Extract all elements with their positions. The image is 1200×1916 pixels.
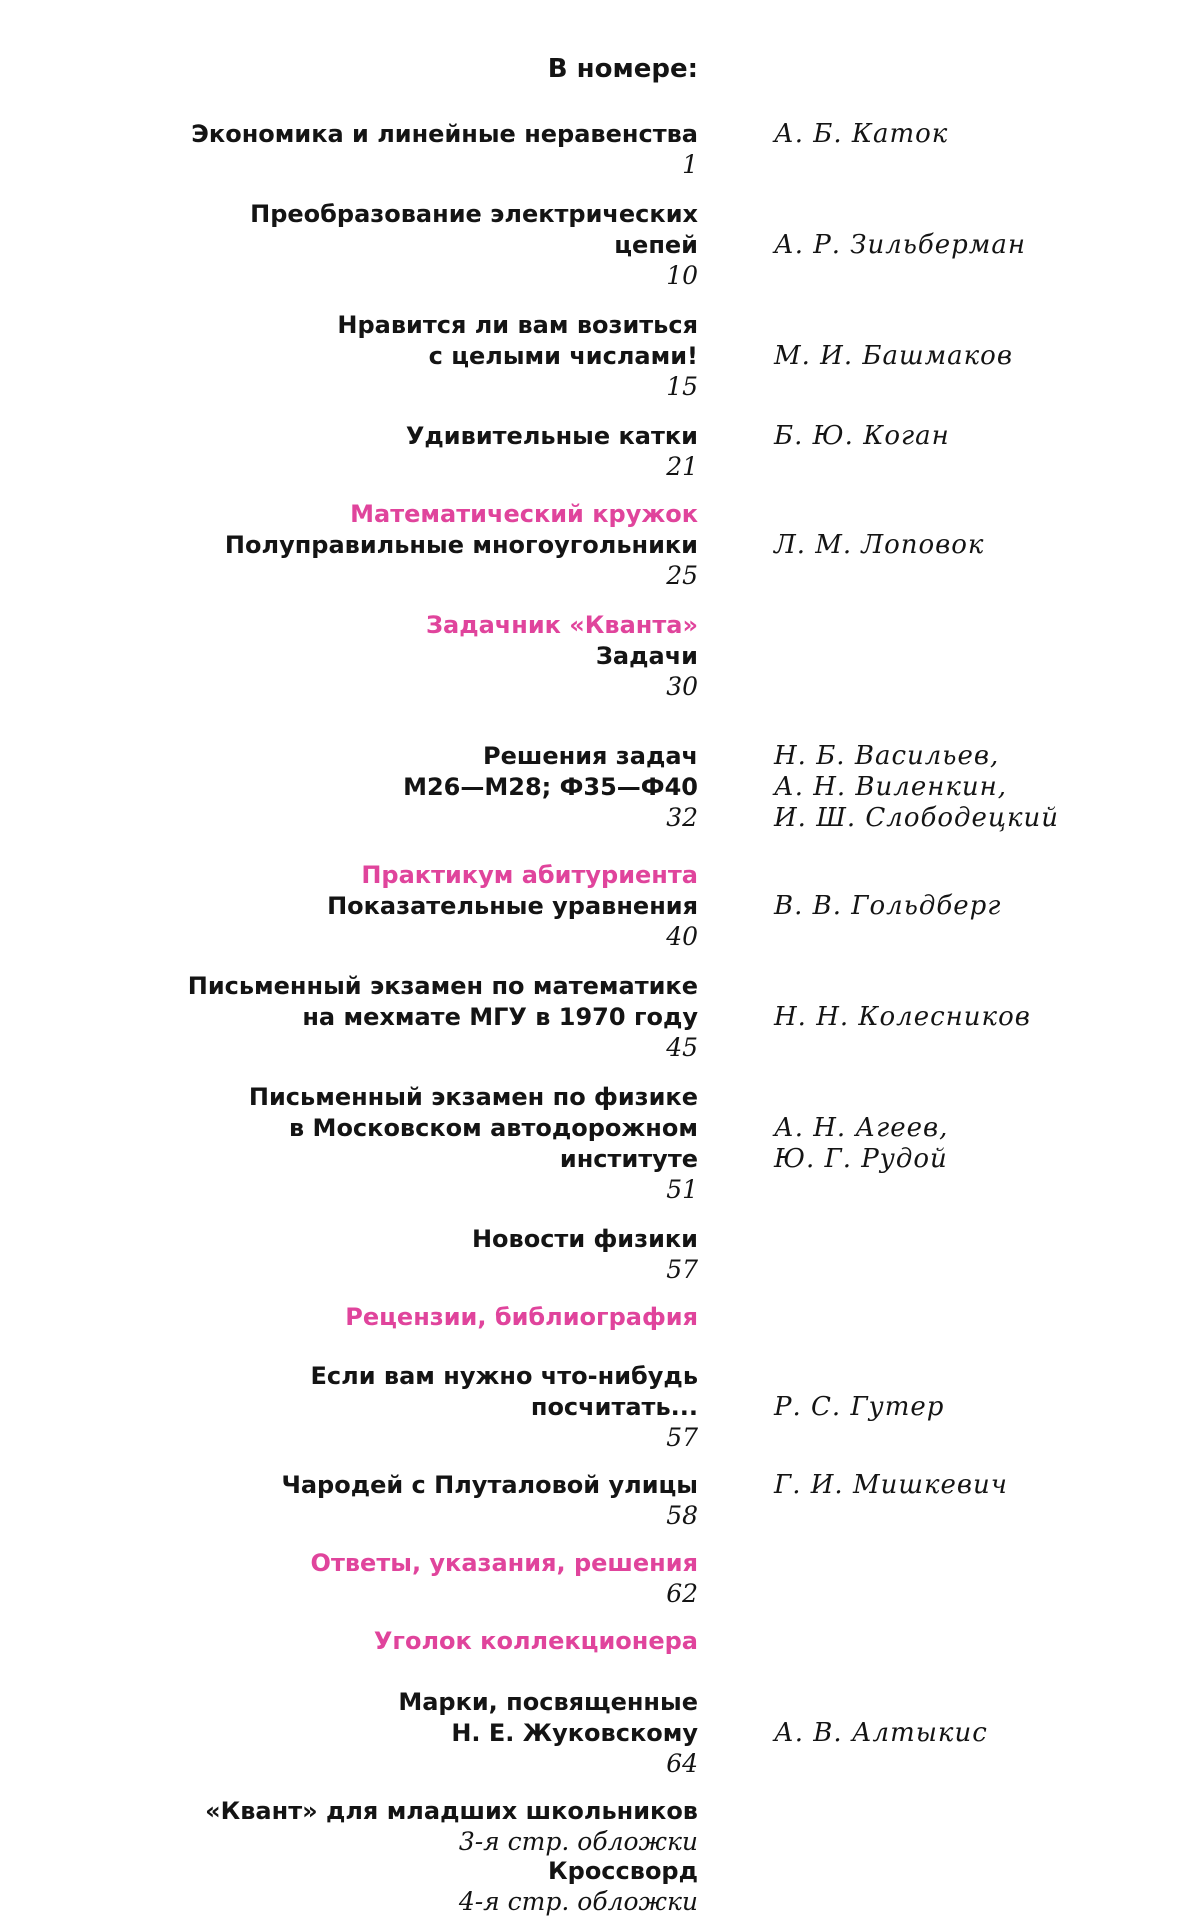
article-title	[0, 971, 698, 1033]
article-authors	[774, 1687, 1200, 1749]
article-authors	[774, 499, 1200, 561]
toc-entry	[0, 1856, 1200, 1916]
toc-entry-main	[0, 860, 698, 951]
article-title-line: Показательные уравнения	[327, 892, 698, 920]
article-title-line: Решения задач	[483, 742, 698, 770]
article-title	[0, 1082, 698, 1175]
article-authors	[774, 1082, 1200, 1175]
author-name: И. Ш. Слободецкий	[774, 803, 1060, 833]
toc-entry-main	[0, 1082, 698, 1204]
article-title	[0, 1224, 698, 1255]
toc-entry	[0, 499, 1200, 590]
toc-entry-main	[0, 1687, 698, 1778]
section-heading: Уголок коллекционера	[373, 1627, 698, 1655]
article-authors	[774, 1361, 1200, 1423]
article-title	[0, 891, 698, 922]
page-number: 57	[666, 1423, 698, 1452]
page-number: 64	[666, 1749, 698, 1778]
article-authors	[774, 1470, 1200, 1501]
author-name: А. Н. Виленкин,	[774, 772, 1008, 802]
toc-entry-main	[0, 310, 698, 401]
toc-entry-main	[0, 1796, 698, 1856]
article-title-line: Чародей с Плуталовой улицы	[281, 1471, 698, 1499]
toc-entry	[0, 741, 1200, 834]
page-number: 40	[666, 922, 698, 951]
section-heading: Ответы, указания, решения	[310, 1549, 698, 1577]
author-name: Л. М. Лоповок	[774, 530, 985, 560]
article-title	[0, 421, 698, 452]
section-heading: Рецензии, библиография	[345, 1303, 698, 1331]
toc-entry-main	[0, 1626, 698, 1657]
article-title-line: Новости физики	[471, 1225, 698, 1253]
author-name: М. И. Башмаков	[774, 341, 1013, 371]
article-title	[0, 1796, 698, 1827]
article-title-line: с целыми числами!	[428, 342, 698, 370]
toc-entry	[0, 1796, 1200, 1856]
article-title-line: Экономика и линейные неравенства	[191, 120, 698, 148]
page-number: 25	[666, 561, 698, 590]
toc-entry	[0, 860, 1200, 951]
page-title: В номере:	[547, 54, 698, 84]
toc-entry	[0, 1224, 1200, 1284]
article-title-line: Удивительные катки	[405, 422, 698, 450]
page-number: 51	[666, 1175, 698, 1204]
article-title	[0, 199, 698, 261]
page-number: 15	[666, 372, 698, 401]
article-title-line: Н. Е. Жуковскому	[451, 1719, 698, 1747]
table-of-contents	[0, 119, 1200, 1916]
article-title-line: Марки, посвященные	[398, 1688, 698, 1716]
article-title-line: Задачи	[595, 642, 698, 670]
author-name: А. Н. Агеев,	[774, 1113, 949, 1143]
toc-entry-main	[0, 119, 698, 179]
author-name: Н. Б. Васильев,	[774, 741, 1000, 771]
author-name: Р. С. Гутер	[774, 1392, 945, 1422]
article-title-line: Кроссворд	[548, 1857, 698, 1885]
article-title	[0, 310, 698, 372]
page-number: 4-я стр. обложки	[458, 1887, 698, 1916]
section-heading: Математический кружок	[350, 500, 698, 528]
toc-entry	[0, 971, 1200, 1062]
article-title-line: на мехмате МГУ в 1970 году	[302, 1003, 698, 1031]
article-title-line: Если вам нужно что-нибудь	[310, 1362, 698, 1390]
toc-entry-main	[0, 199, 698, 290]
toc-entry	[0, 199, 1200, 290]
toc-entry-main	[0, 1470, 698, 1530]
page-number: 32	[666, 803, 698, 832]
page-number: 57	[666, 1255, 698, 1284]
article-title-line: Нравится ли вам возиться	[337, 311, 698, 339]
toc-entry	[0, 1626, 1200, 1657]
article-title-line: «Квант» для младших школьников	[205, 1797, 698, 1825]
article-authors	[774, 119, 1200, 150]
toc-entry-main	[0, 1361, 698, 1452]
toc-entry-main	[0, 610, 698, 701]
toc-entry-main	[0, 421, 698, 481]
page-number: 30	[666, 672, 698, 701]
author-name: А. Р. Зильберман	[774, 230, 1026, 260]
author-name: А. Б. Каток	[774, 119, 949, 149]
toc-entry-main	[0, 971, 698, 1062]
page-number: 10	[666, 261, 698, 290]
page-number: 1	[682, 150, 698, 179]
article-authors	[774, 741, 1200, 834]
toc-entry	[0, 310, 1200, 401]
author-name: А. В. Алтыкис	[774, 1718, 988, 1748]
article-title-line: Письменный экзамен по математике	[187, 972, 698, 1000]
section-heading: Задачник «Кванта»	[425, 611, 698, 639]
article-title-line: Преобразование электрических	[250, 200, 698, 228]
page-number: 3-я стр. обложки	[458, 1827, 698, 1856]
toc-entry	[0, 1361, 1200, 1452]
toc-entry-main	[0, 1224, 698, 1284]
article-title	[0, 1687, 698, 1749]
article-authors	[774, 199, 1200, 261]
article-title	[0, 119, 698, 150]
article-authors	[774, 971, 1200, 1033]
page-number: 45	[666, 1033, 698, 1062]
author-name: В. В. Гольдберг	[774, 891, 1002, 921]
toc-entry-main	[0, 499, 698, 590]
toc-entry-main	[0, 1548, 698, 1608]
article-title	[0, 1361, 698, 1423]
toc-entry	[0, 421, 1200, 481]
article-authors	[774, 421, 1200, 452]
article-title	[0, 741, 698, 803]
toc-entry-main	[0, 1302, 698, 1333]
toc-entry	[0, 1687, 1200, 1778]
article-authors	[774, 860, 1200, 922]
section-heading: Практикум абитуриента	[361, 861, 698, 889]
article-title	[0, 641, 698, 672]
article-title	[0, 1470, 698, 1501]
toc-entry	[0, 119, 1200, 179]
page-number: 58	[666, 1501, 698, 1530]
author-name: Б. Ю. Коган	[774, 421, 950, 451]
page-number: 62	[666, 1579, 698, 1608]
article-title-line: институте	[559, 1145, 698, 1173]
toc-entry-main	[0, 1856, 698, 1916]
article-authors	[774, 310, 1200, 372]
page-number: 21	[666, 452, 698, 481]
article-title	[0, 1856, 698, 1887]
toc-entry	[0, 1548, 1200, 1608]
article-title-line: посчитать...	[530, 1393, 698, 1421]
toc-entry	[0, 610, 1200, 701]
article-title	[0, 530, 698, 561]
article-title-line: М26—М28; Ф35—Ф40	[403, 773, 698, 801]
article-title-line: Полуправильные многоугольники	[224, 531, 698, 559]
author-name: Н. Н. Колесников	[774, 1002, 1031, 1032]
toc-entry-main	[0, 741, 698, 832]
article-title-line: Письменный экзамен по физике	[248, 1083, 698, 1111]
article-title-line: цепей	[614, 231, 698, 259]
toc-entry	[0, 1082, 1200, 1204]
toc-entry	[0, 1302, 1200, 1333]
author-name: Ю. Г. Рудой	[774, 1144, 948, 1174]
toc-entry	[0, 1470, 1200, 1530]
author-name: Г. И. Мишкевич	[774, 1470, 1008, 1500]
article-title-line: в Московском автодорожном	[289, 1114, 698, 1142]
